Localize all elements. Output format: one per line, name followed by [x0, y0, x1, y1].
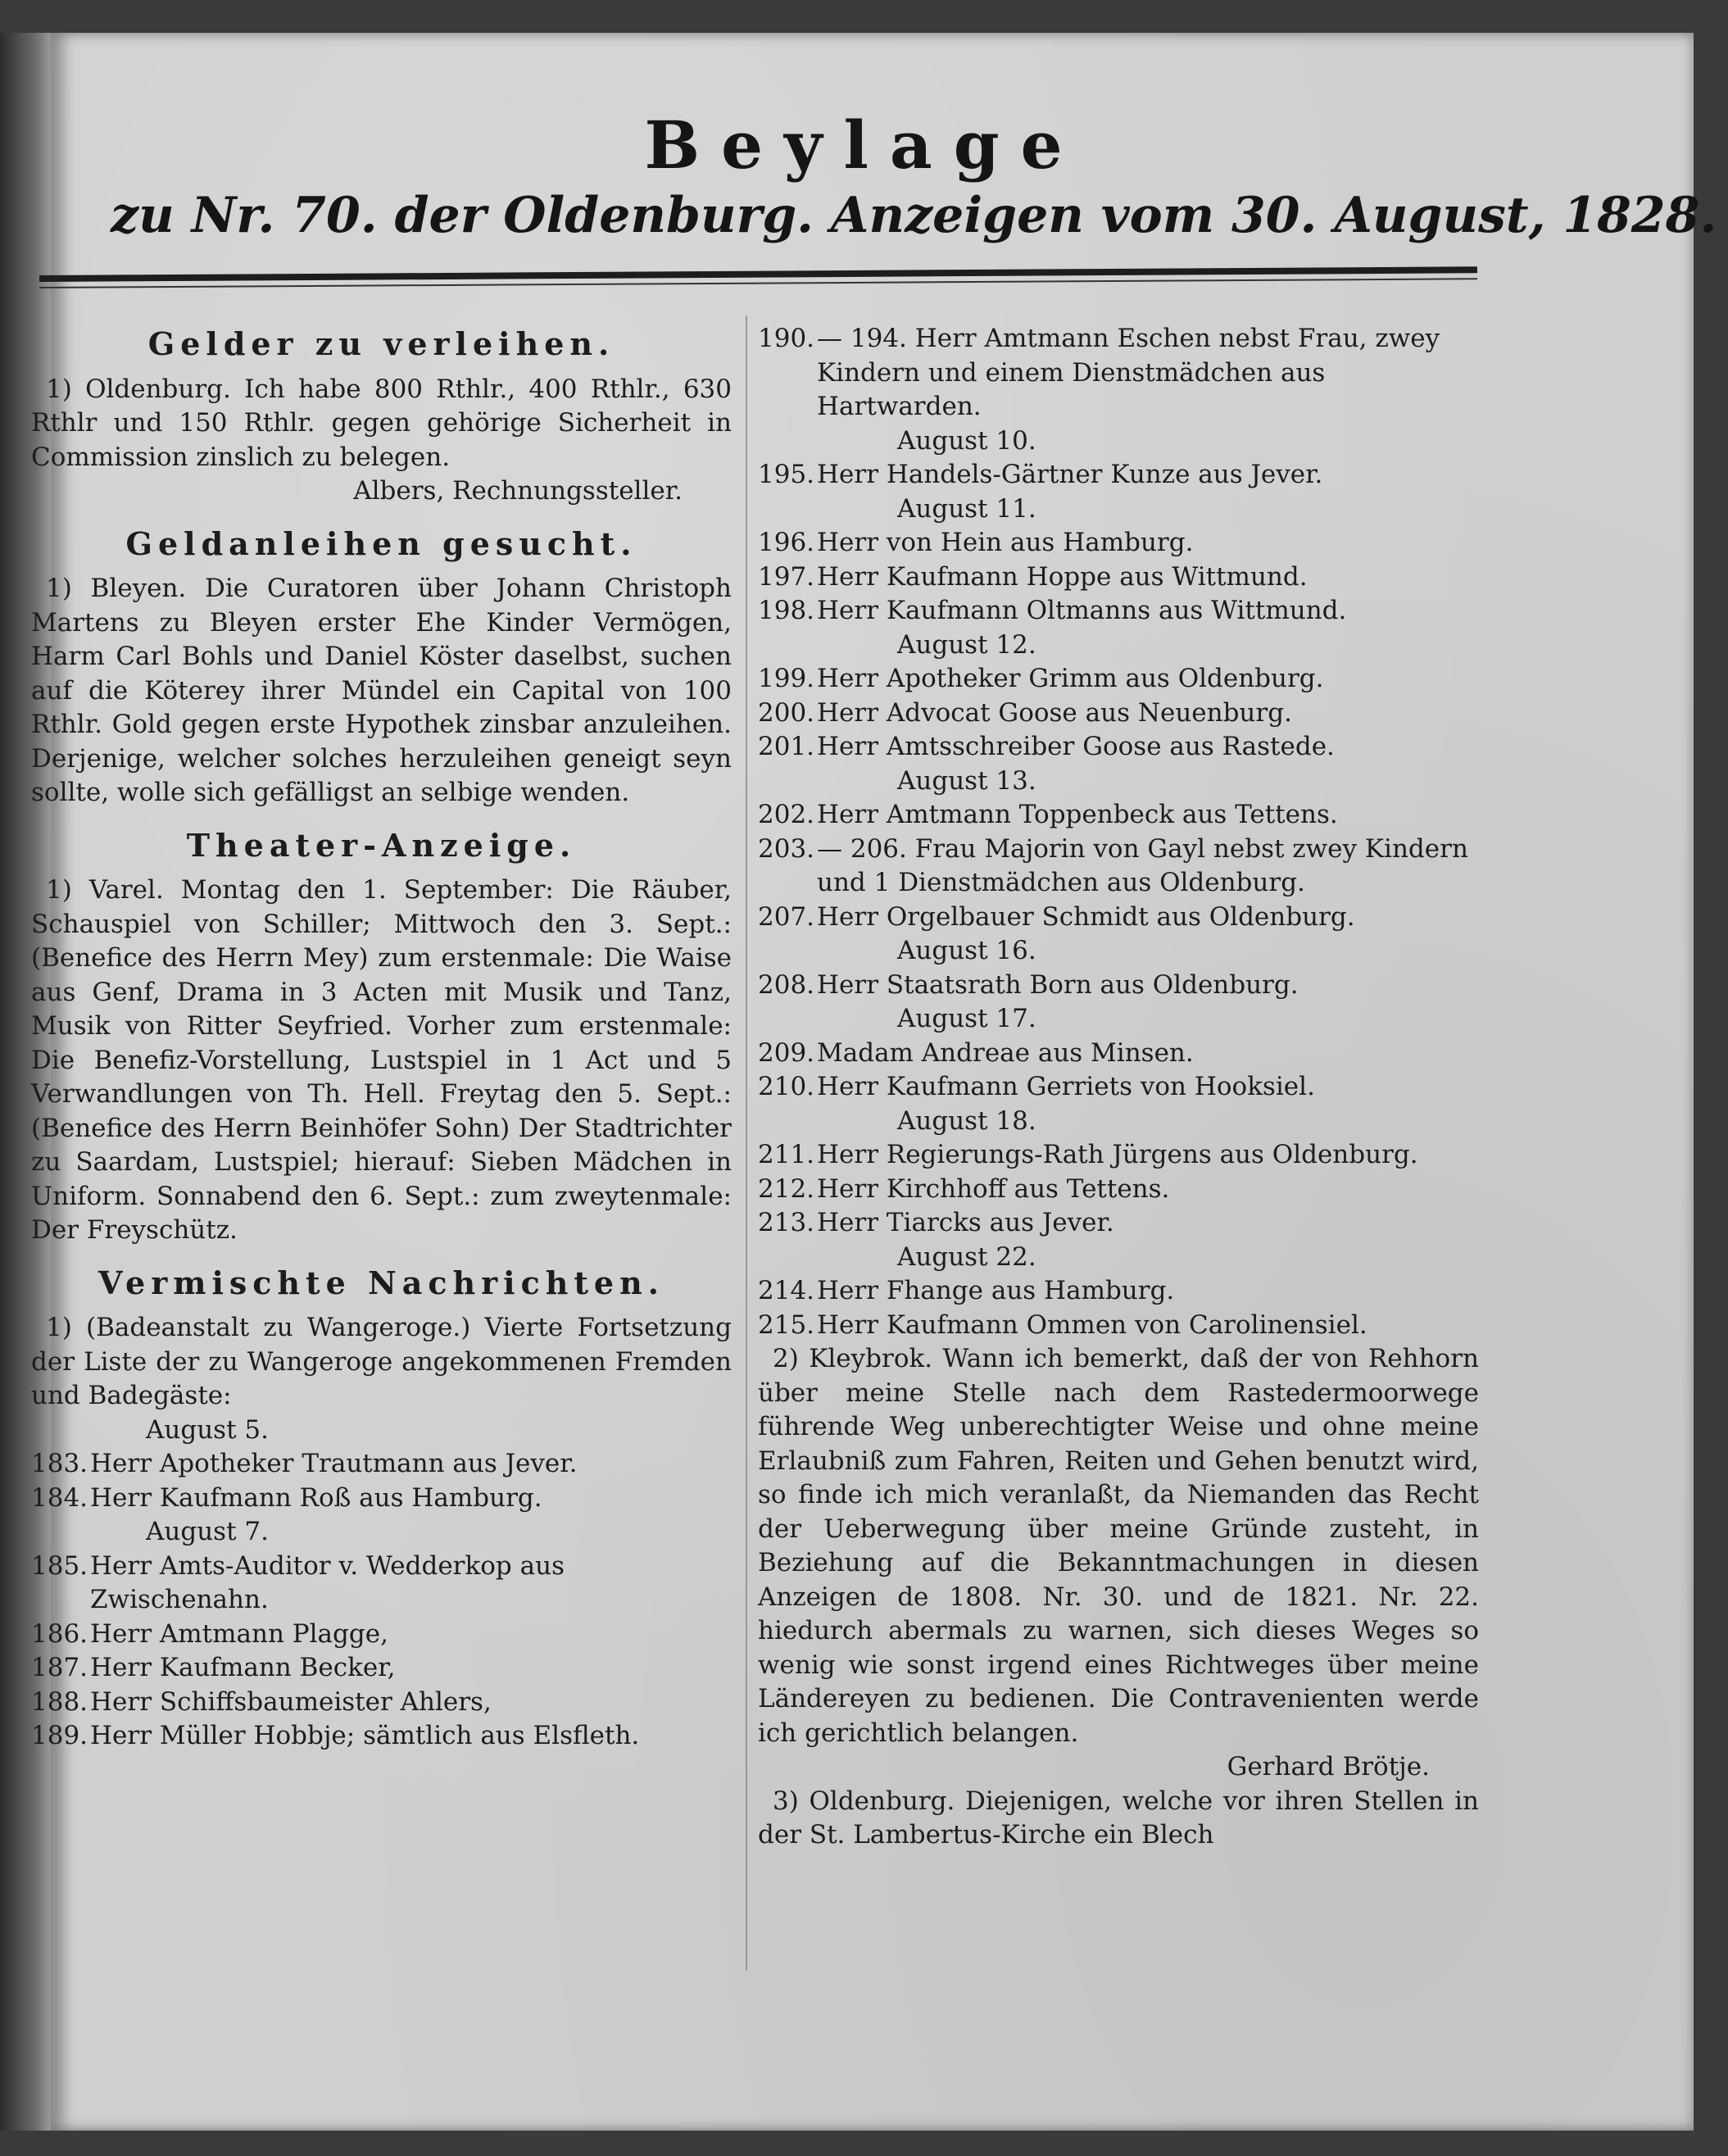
right-column [758, 322, 1479, 1853]
entry-number: 190. [758, 324, 815, 353]
signature: Albers, Rechnungssteller. [353, 476, 683, 506]
list-item [31, 1482, 732, 1516]
list-item [758, 1206, 1479, 1241]
entry-number: 207. [758, 901, 815, 932]
section-title-misc-news: Vermischte Nachrichten. [98, 1264, 664, 1301]
entry-number: 189. [31, 1721, 88, 1750]
date-heading: August 11. [897, 493, 1036, 524]
entry-number: 215. [758, 1309, 815, 1340]
list-item [758, 1309, 1479, 1343]
entry-text: Herr Fhange aus Hamburg. [817, 1276, 1175, 1305]
list-item [31, 1651, 732, 1686]
date-heading: August 7. [146, 1517, 269, 1546]
entry-number: 212. [758, 1173, 815, 1204]
entry-text: Herr Apotheker Grimm aus Oldenburg. [817, 664, 1324, 693]
entry-number: 203. [758, 833, 815, 864]
notice-kleybrok: 2) Kleybrok. Wann ich bemerkt, daß der von Rehhorn über meine Stelle nach dem Rastedermoorwege führende Weg unberechtigter Weise und ohne meine Erlaubniß zum Fahren, Reiten und Gehen benutzt wird, so finde ich mich veranlaßt, da Niemanden das Recht der Ueberwegung über meine Gründe zusteht, in Beziehung auf die Bekanntmachungen in diesen Anzeigen de 1808. Nr. 30. und de 1821. Nr. 22. hiedurch abermals zu warnen, sich dieses Weges so wenig wie sonst irgend eines Richtweges über meine Ländereyen zu bedienen. Die Contravenienten werde ich gerichtlich belangen. [758, 1344, 1479, 1748]
entry-text: Herr Amtsschreiber Goose aus Rastede. [817, 732, 1335, 761]
entry-number: 209. [758, 1037, 815, 1068]
entry-number: 197. [758, 561, 815, 592]
list-item [31, 1719, 732, 1754]
entry-text: Herr Schiffsbaumeister Ahlers, [90, 1686, 492, 1717]
list-item [31, 1447, 732, 1482]
entry-number: 201. [758, 732, 815, 761]
entry-text: Herr Kaufmann Oltmanns aus Wittmund. [817, 596, 1347, 625]
entry-number: 195. [758, 460, 815, 489]
list-item [758, 833, 1479, 901]
list-item [758, 901, 1479, 935]
entry-text: Herr Advocat Goose aus Neuenburg. [817, 697, 1292, 728]
list-item [758, 697, 1479, 731]
entry-number: 185. [31, 1550, 88, 1581]
entry-number: 202. [758, 800, 815, 829]
column-divider [746, 315, 747, 1971]
entry-number: 208. [758, 969, 815, 1000]
list-item [31, 1686, 732, 1720]
list-item [758, 1037, 1479, 1071]
entry-number: 211. [758, 1140, 815, 1169]
entry-number: 183. [31, 1449, 88, 1478]
entry-text: Herr Amtmann Toppenbeck aus Tettens. [817, 800, 1338, 829]
entry-number: 186. [31, 1618, 88, 1649]
notice-loans-wanted: 1) Bleyen. Die Curatoren über Johann Christoph Martens zu Bleyen erster Ehe Kinder Vermögen, Harm Carl Bohls und Daniel Köster daselbst, suchen auf die Köterey ihrer Mündel ein Capital von 100 Rthlr. Gold gegen erste Hypothek zinsbar anzuleihen. Derjenige, welcher solches herzuleihen geneigt seyn sollte, wolle sich gefälligst an selbige wenden. [31, 574, 732, 807]
list-item [758, 594, 1479, 629]
entry-number: 200. [758, 697, 815, 728]
entry-number: 198. [758, 596, 815, 625]
entry-text: Herr Orgelbauer Schmidt aus Oldenburg. [817, 901, 1355, 932]
entry-text: Herr Kaufmann Roß aus Hamburg. [90, 1482, 542, 1513]
list-item [758, 322, 1479, 424]
entry-text: Herr Kaufmann Hoppe aus Wittmund. [817, 561, 1308, 592]
entry-text: Herr Staatsrath Born aus Oldenburg. [817, 969, 1299, 1000]
entry-text: Herr Handels-Gärtner Kunze aus Jever. [817, 460, 1323, 489]
list-item [758, 1274, 1479, 1309]
page-subtitle: zu Nr. 70. der Oldenburg. Anzeigen vom 30. August, 1828. [111, 187, 1717, 244]
entry-number: 214. [758, 1276, 815, 1305]
entry-number: 199. [758, 664, 815, 693]
date-heading: August 17. [897, 1004, 1036, 1033]
entry-number: 184. [31, 1482, 88, 1513]
list-item [758, 1138, 1479, 1173]
entry-number: 187. [31, 1653, 88, 1682]
list-item [758, 1173, 1479, 1207]
entry-text: — 206. Frau Majorin von Gayl nebst zwey Kindern und 1 Dienstmädchen aus Oldenburg. [817, 833, 1468, 897]
notice-bath-guests: 1) (Badeanstalt zu Wangeroge.) Vierte Fortsetzung der Liste der zu Wangeroge angekommenen Fremden und Badegäste: [31, 1313, 732, 1410]
entry-number: 196. [758, 528, 815, 557]
entry-text: Herr Kaufmann Becker, [90, 1653, 396, 1682]
list-item [758, 969, 1479, 1003]
date-heading: August 18. [897, 1105, 1036, 1136]
entry-number: 213. [758, 1208, 815, 1237]
entry-text: Herr Tiarcks aus Jever. [817, 1208, 1114, 1237]
entry-text: Herr Kaufmann Gerriets von Hooksiel. [817, 1072, 1315, 1101]
notice-theater: 1) Varel. Montag den 1. September: Die Räuber, Schauspiel von Schiller; Mittwoch den 3. Sept.: (Benefice des Herrn Mey) zum erstenmale: Die Waise aus Genf, Drama in 3 Acten mit Musik und Tanz, Musik von Ritter Seyfried. Vorher zum erstenmale: Die Benefiz-Vorstellung, Lustspiel in 1 Act und 5 Verwandlungen von Th. Hell. Freytag den 5. Sept.: (Benefice des Herrn Beinhöfer Sohn) Der Stadtrichter zu Saardam, Lustspiel; hierauf: Sieben Mädchen in Uniform. Sonnabend den 6. Sept.: zum zweytenmale: Der Freyschütz. [31, 875, 732, 1245]
entry-text: Herr Müller Hobbje; sämtlich aus Elsfleth. [90, 1721, 640, 1750]
section-title-lending: Gelder zu verleihen. [147, 325, 615, 362]
list-item [758, 526, 1479, 561]
notice-lambertus: 3) Oldenburg. Diejenigen, welche vor ihren Stellen in der St. Lambertus-Kirche ein Blech [758, 1786, 1479, 1850]
date-heading: August 12. [897, 629, 1036, 660]
list-item [31, 1618, 732, 1652]
entry-text: Herr Regierungs-Rath Jürgens aus Oldenburg. [817, 1140, 1418, 1169]
entry-text: Herr Kaufmann Ommen von Carolinensiel. [817, 1309, 1367, 1340]
section-title-theater: Theater-Anzeige. [186, 826, 577, 864]
entry-text: Herr Apotheker Trautmann aus Jever. [90, 1449, 578, 1478]
date-heading: August 10. [897, 425, 1036, 456]
list-item [758, 798, 1479, 833]
entry-text: Herr Amtmann Plagge, [90, 1618, 388, 1649]
notice-lending: 1) Oldenburg. Ich habe 800 Rthlr., 400 Rthlr., 630 Rthlr und 150 Rthlr. gegen gehörige Sicherheit in Commission zinslich zu belegen. [31, 374, 732, 472]
list-item [758, 561, 1479, 595]
date-heading: August 5. [146, 1414, 269, 1445]
list-item [758, 1070, 1479, 1105]
entry-number: 210. [758, 1072, 815, 1101]
list-item [758, 458, 1479, 492]
date-heading: August 22. [897, 1241, 1036, 1272]
list-item [758, 730, 1479, 765]
entry-text: Herr Kirchhoff aus Tettens. [817, 1173, 1170, 1204]
entry-text: Herr Amts-Auditor v. Wedderkop aus Zwischenahn. [90, 1550, 565, 1614]
page-title: Beylage [644, 107, 1084, 184]
section-title-loans-wanted: Geldanleihen gesucht. [125, 524, 637, 562]
left-column [31, 324, 732, 1754]
signature: Gerhard Brötje. [1227, 1752, 1430, 1782]
entry-number: 188. [31, 1686, 88, 1717]
entry-text: — 194. Herr Amtmann Eschen nebst Frau, zwey Kindern und einem Dienstmädchen aus Hartwarden. [817, 324, 1440, 421]
date-heading: August 16. [897, 936, 1036, 965]
list-item [31, 1550, 732, 1618]
entry-text: Madam Andreae aus Minsen. [817, 1037, 1194, 1068]
list-item [758, 662, 1479, 697]
date-heading: August 13. [897, 765, 1036, 796]
entry-text: Herr von Hein aus Hamburg. [817, 528, 1194, 557]
